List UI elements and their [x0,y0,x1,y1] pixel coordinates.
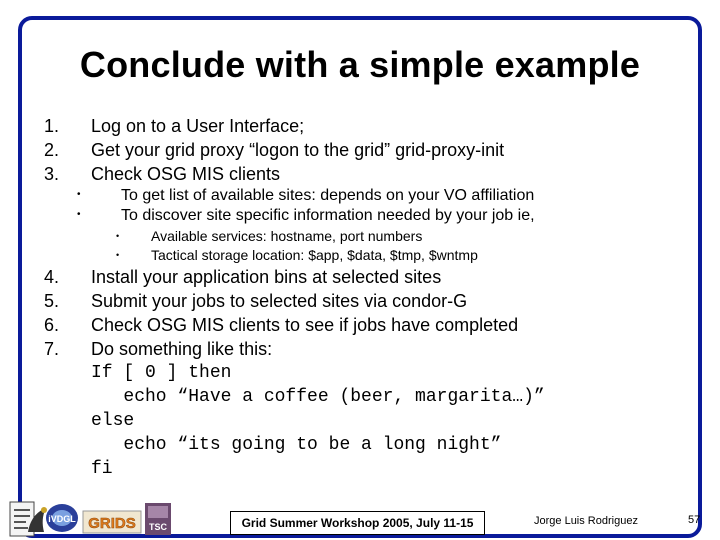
sub-bullet-1: • [77,189,81,200]
step-7-number: 7. [44,339,60,359]
ivdgl-logo [44,502,80,534]
grids-logo-text: GRIDS [88,515,136,532]
step-2-number: 2. [44,140,60,160]
sub-item-2-text: To discover site specific information needed by your job ie, [121,207,535,224]
step-6-number: 6. [44,315,60,335]
sub-bullet-2: • [77,209,81,220]
step-4-number: 4. [44,267,60,287]
slide-title: Conclude with a simple example [79,44,641,85]
code-line-3: else [91,411,135,431]
tsc-logo [144,502,172,536]
footer-workshop-text: Grid Summer Workshop 2005, July 11-15 [241,516,474,530]
step-2-text: Get your grid proxy “logon to the grid” grid-proxy-init [91,140,505,160]
footer-author: Jorge Luis Rodriguez [534,515,638,527]
step-3-number: 3. [44,164,60,184]
tsc-logo-text: TSC [149,522,167,532]
step-7-text: Do something like this: [91,339,273,359]
subsub-bullet-1: • [116,231,120,241]
code-line-2: echo “Have a coffee (beer, margarita…)” [91,387,545,407]
step-6-text: Check OSG MIS clients to see if jobs have completed [91,315,519,335]
slide-page-number: 57 [688,514,701,526]
footer-workshop-box [230,511,485,535]
step-3-text: Check OSG MIS clients [91,164,281,184]
step-5-text: Submit your jobs to selected sites via condor-G [91,291,468,311]
step-5-number: 5. [44,291,60,311]
subsub-bullet-2: • [116,250,120,260]
ivdgl-logo-text: iVDGL [48,514,76,524]
sub-item-1-text: To get list of available sites: depends on your VO affiliation [121,187,535,204]
subsub-item-2-text: Tactical storage location: $app, $data, $tmp, $wntmp [151,247,478,263]
step-4-text: Install your application bins at selected sites [91,267,442,287]
code-line-4: echo “its going to be a long night” [91,435,502,455]
subsub-item-1-text: Available services: hostname, port numbers [151,228,423,244]
code-line-1: If [ 0 ] then [91,363,232,383]
code-line-5: fi [91,459,113,479]
step-1-number: 1. [44,116,60,136]
grids-logo [82,510,142,534]
step-1-text: Log on to a User Interface; [91,116,305,136]
